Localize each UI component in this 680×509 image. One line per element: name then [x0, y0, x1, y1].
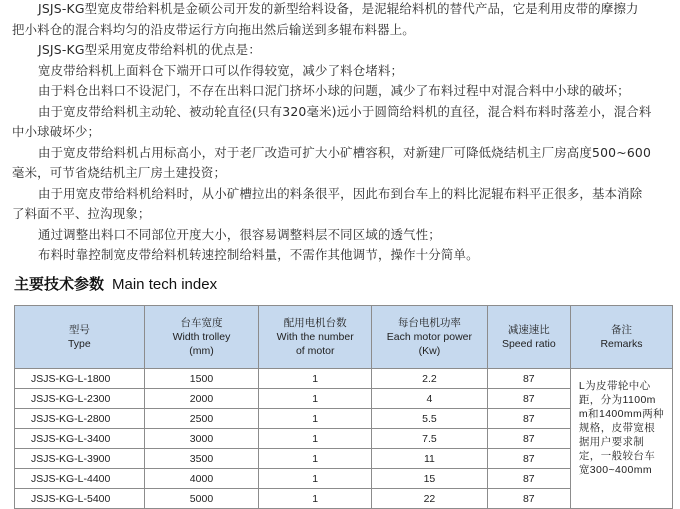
- table-header-row: [15, 306, 673, 369]
- cell-ratio: 87: [487, 409, 570, 429]
- cell-power: 11: [372, 449, 488, 469]
- cell-width: 1500: [144, 369, 259, 389]
- cell-model: JSJS-KG-L-3400: [15, 429, 145, 449]
- intro-line: 由于宽皮带给料机主动轮、被动轮直径(只有320毫米)远小于圆筒给料机的直径，混合料布料时落差小，混合料: [38, 103, 652, 119]
- section-title-cn: 主要技术参数: [14, 275, 105, 293]
- cell-remark: L为皮带轮中心距，分为1100mm和1400mm两种规格，皮带宽根据用户要求制定，一般较台车宽300~400mm: [570, 369, 672, 509]
- cell-ratio: 87: [487, 429, 570, 449]
- cell-motors: 1: [259, 429, 372, 449]
- cell-ratio: 87: [487, 469, 570, 489]
- header-motors: 配用电机台数 With the number of motor: [259, 306, 372, 369]
- header-power: 每台电机功率 Each motor power (Kw): [372, 306, 488, 369]
- cell-model: JSJS-KG-L-1800: [15, 369, 145, 389]
- cell-power: 7.5: [372, 429, 488, 449]
- intro-line: 毫米，可节省烧结机主厂房土建投资；: [12, 165, 227, 180]
- cell-width: 5000: [144, 489, 259, 509]
- intro-line: 布料时靠控制宽皮带给料机转速控制给料量，不需作其他调节，操作十分简单。: [38, 247, 479, 262]
- cell-model: JSJS-KG-L-3900: [15, 449, 145, 469]
- cell-model: JSJS-KG-L-2300: [15, 389, 145, 409]
- intro-line: 了料面不平、拉沟现象；: [12, 206, 151, 221]
- cell-ratio: 87: [487, 389, 570, 409]
- cell-width: 2500: [144, 409, 259, 429]
- cell-power: 4: [372, 389, 488, 409]
- intro-line: JSJS-KG型宽皮带给料机是金硕公司开发的新型给料设备，是泥辊给料机的替代产品，它是利用皮带的摩擦力: [38, 1, 639, 16]
- table-row: [15, 369, 673, 389]
- cell-motors: 1: [259, 469, 372, 489]
- cell-motors: 1: [259, 389, 372, 409]
- cell-model: JSJS-KG-L-2800: [15, 409, 145, 429]
- intro-line: 通过调整出料口不同部位开度大小，很容易调整料层不同区域的透气性；: [38, 226, 441, 242]
- cell-power: 2.2: [372, 369, 488, 389]
- header-remarks: 备注 Remarks: [570, 306, 672, 369]
- header-width: 台车宽度 Width trolley (mm): [144, 306, 259, 369]
- intro-line: 由于料仓出料口不设泥门，不存在出料口泥门挤坏小球的问题，减少了布料过程中对混合料中小球的破坏；: [38, 83, 630, 98]
- cell-ratio: 87: [487, 369, 570, 389]
- cell-motors: 1: [259, 449, 372, 469]
- section-title-en: Main tech index: [112, 276, 218, 293]
- intro-line: 把小料仓的混合料均匀的沿皮带运行方向拖出然后输送到多辊布料器上。: [12, 21, 415, 37]
- cell-motors: 1: [259, 409, 372, 429]
- cell-motors: 1: [259, 489, 372, 509]
- header-speed-ratio: 减速速比 Speed ratio: [487, 306, 570, 369]
- cell-width: 3500: [144, 449, 259, 469]
- intro-line: 由于宽皮带给料机占用标高小，对于老厂改造可扩大小矿槽容积，对新建厂可降低烧结机主厂房高度500~600: [38, 144, 652, 160]
- cell-power: 22: [372, 489, 488, 509]
- cell-ratio: 87: [487, 449, 570, 469]
- cell-width: 2000: [144, 389, 259, 409]
- header-type: 型号 Type: [15, 306, 145, 369]
- intro-line: 中小球破坏少；: [12, 124, 101, 139]
- tech-table: [14, 305, 673, 509]
- intro-line: 由于用宽皮带给料机给料时，从小矿槽拉出的料条很平，因此布到台车上的料比泥辊布料平正很多，基本消除: [38, 185, 643, 201]
- cell-width: 3000: [144, 429, 259, 449]
- intro-line: JSJS-KG型采用宽皮带给料机的优点是：: [38, 42, 261, 57]
- section-title: [14, 273, 217, 294]
- cell-model: JSJS-KG-L-4400: [15, 469, 145, 489]
- intro-line: 宽皮带给料机上面料仓下端开口可以作得较宽，减少了料仓堵料；: [38, 62, 404, 78]
- cell-model: JSJS-KG-L-5400: [15, 489, 145, 509]
- cell-ratio: 87: [487, 489, 570, 509]
- cell-width: 4000: [144, 469, 259, 489]
- cell-motors: 1: [259, 369, 372, 389]
- cell-power: 15: [372, 469, 488, 489]
- cell-power: 5.5: [372, 409, 488, 429]
